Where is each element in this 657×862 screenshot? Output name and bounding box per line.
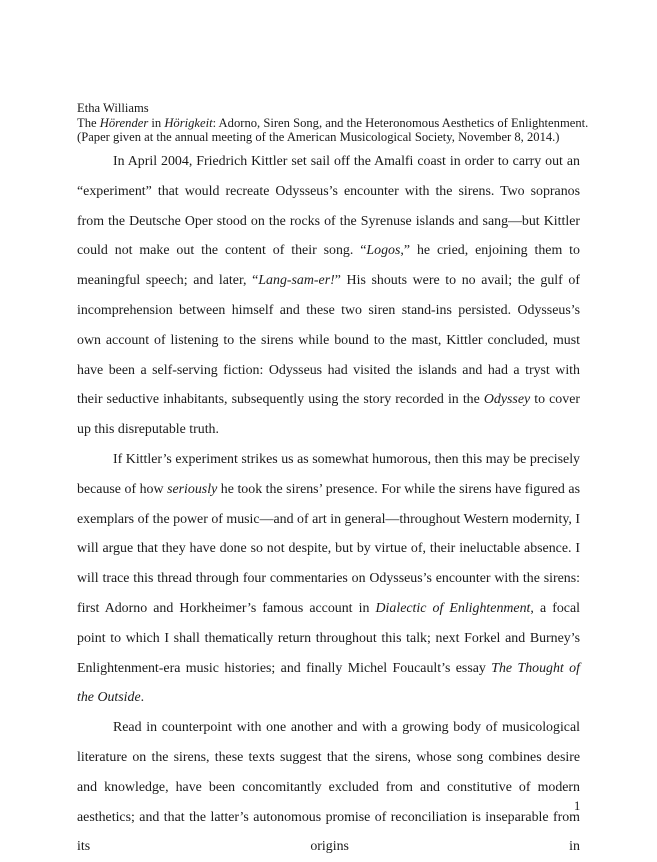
text-run: If Kittler’s experiment strikes us as somewhat humorous, then this may be precisely because of how bbox=[77, 451, 580, 497]
paper-note: (Paper given at the annual meeting of the American Musicological Society, November 8, 2014.) bbox=[77, 130, 560, 145]
page-number: 1 bbox=[574, 799, 581, 813]
text-run: Read in counterpoint with one another and with a growing body of musicological literature on the sirens, these texts suggest that the sirens, whose song combines desire and knowledge, have been concomitantly excluded from and constitutive of modern aesthetics; and that the latter’s autonomous promise of reconciliation is inseparable from its origins in bbox=[77, 720, 580, 855]
text-run: to cover up this disreputable truth. bbox=[77, 392, 580, 438]
document-body bbox=[77, 147, 580, 862]
italic-logos: Logos bbox=[366, 243, 401, 259]
text-run: In April 2004, Friedrich Kittler set sail off the Amalfi coast in order to carry out an “experiment” that would recreate Odysseus’s encounter with the sirens. Two sopranos from the Deutsche Oper stood on the rocks of the Syrenuse islands and sang—but Kittler could not make out the content of their song. “ bbox=[77, 154, 580, 259]
paragraph-1 bbox=[77, 147, 580, 445]
italic-lang-sam-er: Lang-sam-er! bbox=[258, 273, 335, 289]
paper-title bbox=[77, 116, 587, 131]
text-run: , a focal point to which I shall thematically return throughout this talk; next Forkel and Burney’s Enlightenment-era music histories; and finally Michel Foucault’s essay bbox=[77, 600, 580, 676]
paragraph-2 bbox=[77, 445, 580, 713]
text-run: he took the sirens’ presence. For while the sirens have figured as exemplars of the power of music—and of art in general—throughout Western modernity, I will argue that they have done so not despite, but by virtue of, their ineluctable absence. I will trace this thread through four commentaries on Odysseus’s encounter with the sirens: first Adorno and Horkheimer’s famous account in bbox=[77, 481, 580, 616]
italic-odyssey: Odyssey bbox=[483, 392, 531, 408]
title-italic-horigkeit: Hörigkeit bbox=[164, 115, 213, 130]
title-text: The bbox=[77, 115, 100, 130]
title-text: : Adorno, Siren Song, and the Heteronomous Aesthetics of Enlightenment. bbox=[212, 115, 589, 130]
italic-dialectic-of-enlightenment: Dialectic of Enlightenment bbox=[375, 600, 531, 616]
italic-thought-of-the-outside: The Thought of the Outside bbox=[77, 660, 580, 706]
italic-seriously: seriously bbox=[167, 481, 218, 497]
author-name: Etha Williams bbox=[77, 101, 149, 115]
text-run: . bbox=[140, 690, 145, 706]
title-text: in bbox=[148, 115, 165, 130]
document-header bbox=[77, 101, 587, 145]
text-run: ” His shouts were to no avail; the gulf of incomprehension between himself and these two siren stand-ins persisted. Odysseus’s own account of listening to the sirens while bound to the mast, Kittler concluded, must have been a self-serving fiction: Odysseus had visited the islands and had a tryst with their seductive inhabitants, subsequently using the story recorded in the bbox=[77, 273, 580, 408]
title-italic-horender: Hörender bbox=[99, 115, 149, 130]
text-run: ,” he cried, enjoining them to meaningful speech; and later, “ bbox=[77, 243, 580, 289]
paragraph-3 bbox=[77, 713, 580, 862]
